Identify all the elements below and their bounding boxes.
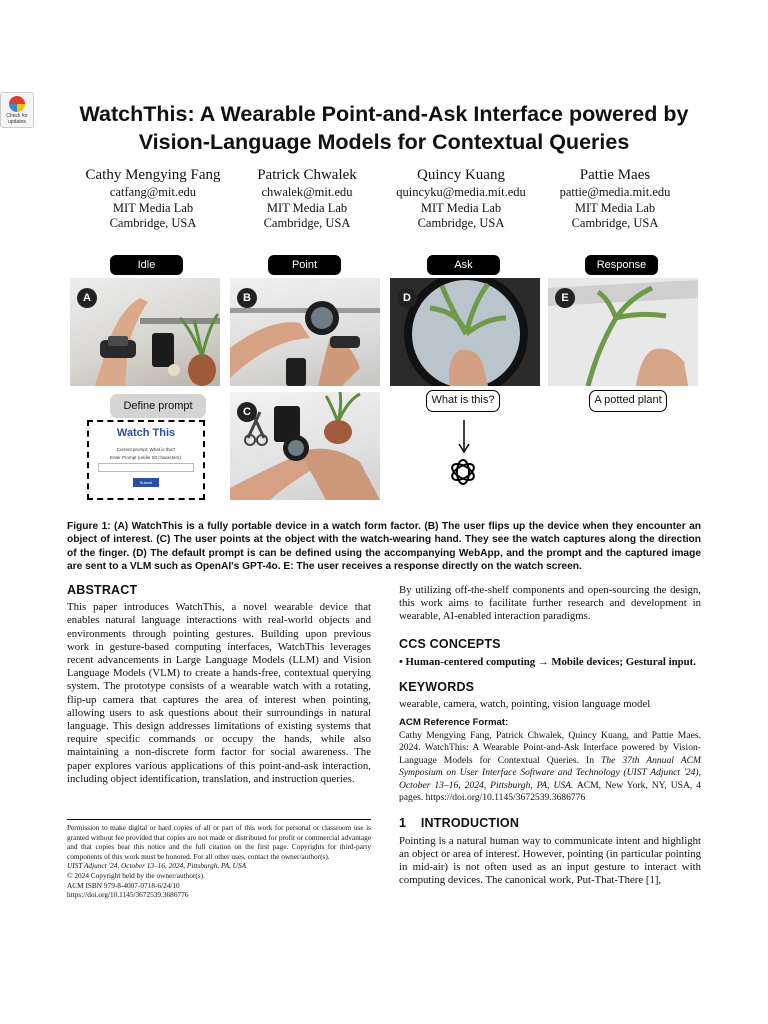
webapp-title: Watch This (116, 427, 176, 439)
author-block (376, 166, 546, 232)
panel-label: A (77, 288, 97, 308)
response-bubble: A potted plant (589, 390, 667, 412)
abstract-heading: ABSTRACT (67, 583, 138, 597)
author-location: Cambridge, USA (109, 216, 197, 230)
reference-text (399, 730, 701, 805)
isbn-line: ACM ISBN 979-8-4007-0718-6/24/10 (67, 880, 180, 890)
stage-label-point: Point (268, 255, 341, 275)
photo-point-detail (230, 392, 380, 500)
down-arrow-icon (456, 420, 472, 454)
define-prompt-label: Define prompt (110, 394, 206, 418)
author-block (68, 166, 238, 232)
reference-authors: Cathy Mengying Fang, Patrick Chwalek, Quincy Kuang, and Pattie Maes. 2024. WatchThis: A Wearable Point-and-Ask Interface powered by Vision-Language Models for Contextual Queries. In (399, 729, 701, 766)
author-affiliation: MIT Media Lab (266, 200, 348, 215)
webapp-prompt-input[interactable] (98, 463, 194, 472)
section-title: INTRODUCTION (420, 815, 520, 830)
reference-venue: The 37th Annual ACM Symposium on User Interface Software and Technology (UIST Adjunct '24), October 13–16, 2024, Pittsburgh, PA, USA. (399, 754, 701, 791)
ask-bubble: What is this? (426, 390, 500, 412)
keywords-text: wearable, camera, watch, pointing, vision language model (399, 698, 651, 711)
abstract-text: This paper introduces WatchThis, a novel wearable device that enables natural language interactions with real-world objects and environments through pointing gestures. Building upon previous work in gesture-based computing interfaces, WatchThis leverages recent advancements in Large Language Models (LLM) and Vision Language Models (VLM) to create a hands-free, contextual querying system. The prototype consists of a wearable watch with a rotating, flip-up camera that captures the area of interest when pointing, allowing users to ask questions about their surroundings in natural language. This design addresses limitations of existing systems that require specific commands or occupy the hands, while also maintaining a non-discrete form factor for social awareness. The paper explores various applications of this point-and-ask interaction, including object identification, translation, and instruction queries. (67, 601, 371, 785)
copyright-line: © 2024 Copyright held by the owner/author(s). (67, 870, 205, 880)
author-block (222, 166, 392, 232)
webapp-current-prompt: Current prompt: What is this? (116, 447, 176, 452)
photo-idle (70, 278, 220, 386)
venue-line: UIST Adjunct '24, October 13–16, 2024, Pittsburgh, PA, USA (67, 861, 247, 871)
permission-block (67, 823, 371, 900)
teaser-figure (70, 252, 700, 504)
webapp-enter-prompt-label: Enter Prompt (under 50 characters): (109, 455, 183, 460)
author-location: Cambridge, USA (571, 216, 659, 230)
panel-label: D (397, 288, 417, 308)
reference-publisher[interactable]: ACM, New York, NY, USA, 4 pages. https://doi.org/10.1145/3672539.3686776 (399, 779, 702, 804)
author-affiliation: MIT Media Lab (420, 200, 502, 215)
stage-label-response: Response (585, 255, 658, 275)
webapp-screenshot (87, 420, 205, 500)
ccs-text: Human-centered computing → Mobile devices; Gestural input. (405, 655, 696, 668)
badge-label: Check for updates (6, 113, 28, 125)
stage-label-idle: Idle (110, 255, 183, 275)
section-number: 1 (399, 815, 407, 830)
author-email[interactable]: pattie@media.mit.edu (559, 185, 671, 199)
author-name: Patrick Chwalek (257, 167, 357, 183)
photo-response (548, 278, 698, 386)
check-for-updates-badge[interactable] (0, 92, 34, 128)
reference-heading: ACM Reference Format: (399, 717, 509, 729)
author-name: Cathy Mengying Fang (85, 167, 221, 183)
author-location: Cambridge, USA (263, 216, 351, 230)
stage-label-ask: Ask (427, 255, 500, 275)
author-name: Pattie Maes (579, 167, 651, 183)
crossmark-icon (9, 96, 25, 112)
author-email[interactable]: quincyku@media.mit.edu (396, 185, 526, 199)
ccs-heading: CCS CONCEPTS (399, 636, 501, 651)
abstract-continuation: By utilizing off-the-shelf components and open-sourcing the design, this work aims to facilitate further research and development in wearable, AI-enabled interaction paradigms. (399, 584, 701, 623)
permission-text: Permission to make digital or hard copies of all or part of this work for personal or classroom use is granted without fee provided that copies are not made or distributed for profit or commercial advantage and that copies bear this notice and the full citation on the first page. Copyrights for third-party components of this work must be honored. For all other uses, contact the owner/author(s). (67, 823, 371, 861)
author-email[interactable]: catfang@mit.edu (109, 185, 197, 199)
right-column (399, 584, 701, 888)
keywords-heading: KEYWORDS (399, 680, 475, 695)
author-email[interactable]: chwalek@mit.edu (261, 185, 353, 199)
author-block (530, 166, 700, 232)
intro-heading (399, 817, 701, 830)
doi-link[interactable]: https://doi.org/10.1145/3672539.3686776 (67, 890, 189, 900)
author-affiliation: MIT Media Lab (574, 200, 656, 215)
paper-title: WatchThis: A Wearable Point-and-Ask Interface powered by Vision-Language Models for Contextual Queries (79, 102, 689, 154)
abstract-section (67, 584, 371, 786)
panel-label: E (555, 288, 575, 308)
panel-label: B (237, 288, 257, 308)
bullet: • (399, 655, 403, 668)
panel-label: C (237, 402, 257, 422)
ccs-concepts (399, 656, 701, 669)
photo-point (230, 278, 380, 386)
photo-ask (390, 278, 540, 386)
author-location: Cambridge, USA (417, 216, 505, 230)
footnote-divider (67, 819, 371, 820)
author-name: Quincy Kuang (417, 167, 505, 183)
author-affiliation: MIT Media Lab (112, 200, 194, 215)
figure-caption: Figure 1: (A) WatchThis is a fully portable device in a watch form factor. (B) The user flips up the device when they encounter an object of interest. (C) The user points at the object with the watch-wearing hand. They see the watch captures along the direction of the finger. (D) The default prompt is can be defined using the accompanying WebApp, and the prompt and the captured image are sent to a VLM such as OpenAI's GPT-4o. E: The user receives a response directly on the watch screen. (67, 521, 701, 573)
webapp-submit-button[interactable]: Submit (133, 478, 159, 487)
openai-logo-icon (447, 456, 479, 488)
intro-text: Pointing is a natural human way to communicate intent and highlight an object or area of interest. However, pointing (in particular pointing in mid-air) is not often used as an input gesture to interact with computing devices. The canonical work, Put-That-There [1], (399, 834, 701, 887)
